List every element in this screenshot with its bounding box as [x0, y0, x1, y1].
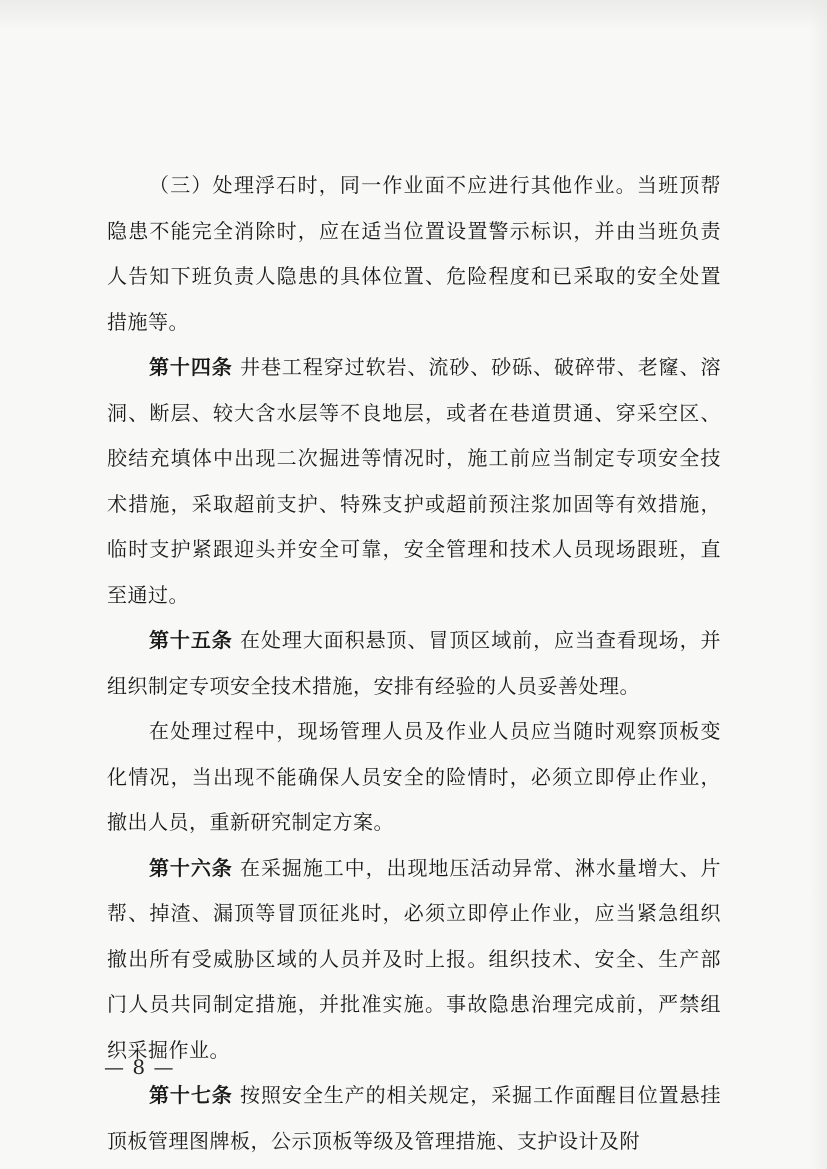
paragraph-1	[107, 163, 721, 345]
scan-right-shadow	[809, 0, 827, 1169]
article-number: 第十六条	[149, 855, 233, 880]
page-number: — 8 —	[104, 1055, 175, 1079]
paragraph-article-14	[107, 345, 721, 618]
paragraph-text: 井巷工程穿过软岩、流砂、砂砾、破碎带、老窿、溶洞、断层、较大含水层等不良地层，或者在巷道贯通、穿采空区、胶结充填体中出现二次掘进等情况时，施工前应当制定专项安全技术措施，采取超前支护、特殊支护或超前预注浆加固等有效措施，临时支护紧跟迎头并安全可靠，安全管理和技术人员现场跟班，直至通过。	[107, 355, 722, 607]
article-number: 第十七条	[149, 1083, 233, 1107]
scan-top-shadow	[0, 0, 827, 30]
document-body	[107, 163, 721, 1164]
article-number: 第十五条	[149, 628, 233, 652]
paragraph-text: 在处理大面积悬顶、冒顶区域前，应当查看现场，并组织制定专项安全技术措施，安排有经验的人员妥善处理。	[107, 628, 722, 698]
paragraph-text: 在处理过程中，现场管理人员及作业人员应当随时观察顶板变化情况，当出现不能确保人员安全的险情时，必须立即停止作业，撤出人员，重新研究制定方案。	[107, 719, 721, 834]
article-number: 第十四条	[149, 355, 233, 379]
paragraph-text: （三）处理浮石时，同一作业面不应进行其他作业。当班顶帮隐患不能完全消除时，应在适当位置设置警示标识，并由当班负责人告知下班负责人隐患的具体位置、危险程度和已采取的安全处置措施等。	[107, 173, 721, 334]
paragraph-article-17	[107, 1073, 721, 1164]
paragraph-text: 在采掘施工中，出现地压活动异常、淋水量增大、片帮、掉渣、漏顶等冒顶征兆时，必须立即停止作业，应当紧急组织撤出所有受威胁区域的人员并及时上报。组织技术、安全、生产部门人员共同制定措施，并批准实施。事故隐患治理完成前，严禁组织采掘作业。	[107, 855, 722, 1062]
paragraph-article-16	[107, 846, 721, 1074]
paragraph-4	[107, 709, 721, 846]
paragraph-text: 按照安全生产的相关规定，采掘工作面醒目位置悬挂顶板管理图牌板，公示顶板等级及管理措施、支护设计及附	[107, 1083, 722, 1153]
paragraph-article-15	[107, 618, 721, 709]
